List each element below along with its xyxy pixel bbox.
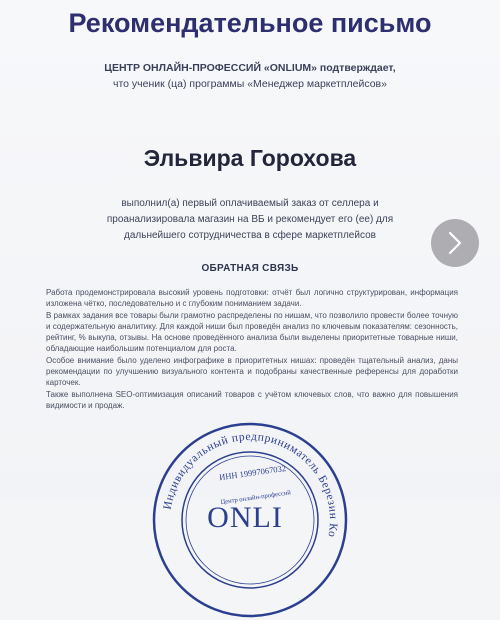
seal-ring-text: Индивидуальный предприниматель Березин Ко [161, 430, 340, 539]
feedback-paragraph: Также выполнена SEO-оптимизация описаний товаров с учётом ключевых слов, что важно для повышения видимости и продаж. [46, 389, 458, 410]
feedback-paragraph: В рамках задания все товары были грамотно распределены по нишам, что позволило провести более точную и содержательную аналитику. Для каждой ниши был проведён анализ по ключевым показателям: сезонность, рейтинг, % выкупа, отзывы. На основе проведённого анализа были выделены приоритетные товарные ниши, обладающие наибольшим потенциалом для роста. [46, 310, 458, 354]
achievement-description: выполнил(а) первый оплачиваемый заказ от селлера и проанализировала магазин на ВБ и рекомендует его (ее) для дальнейшего сотрудничества в сфере маркетплейсов [106, 198, 394, 241]
seal-inn: ИНН 19997067032 [218, 462, 287, 483]
next-page-button[interactable] [431, 219, 479, 267]
subtitle-line-1: ЦЕНТР ОНЛАЙН-ПРОФЕССИЙ «ONLIUM» подтверждает, [104, 62, 396, 74]
letter-subtitle [0, 60, 500, 92]
seal-center-caption: Центр онлайн-профессий [220, 489, 292, 507]
seal-logo: ONLI [207, 501, 283, 534]
subtitle-line-2: что ученик (ца) программы «Менеджер маркетплейсов» [113, 78, 387, 90]
company-seal [150, 420, 350, 620]
student-name: Эльвира Горохова [143, 145, 357, 171]
feedback-paragraph: Работа продемонстрировала высокий уровень подготовки: отчёт был логично структурирован, информация изложена чётко, последовательно и с глубоким пониманием задачи. [46, 288, 458, 309]
feedback-body [46, 287, 458, 411]
feedback-heading: ОБРАТНАЯ СВЯЗЬ [201, 263, 299, 274]
letter-title: Рекомендательное письмо [68, 8, 432, 38]
chevron-right-icon [446, 230, 464, 256]
feedback-paragraph: Особое внимание было уделено инфографике в приоритетных нишах: проведён тщательный анализ, даны рекомендации по улучшению визуального контента и подобраны качественные референсы для доработки карточек. [46, 355, 458, 388]
